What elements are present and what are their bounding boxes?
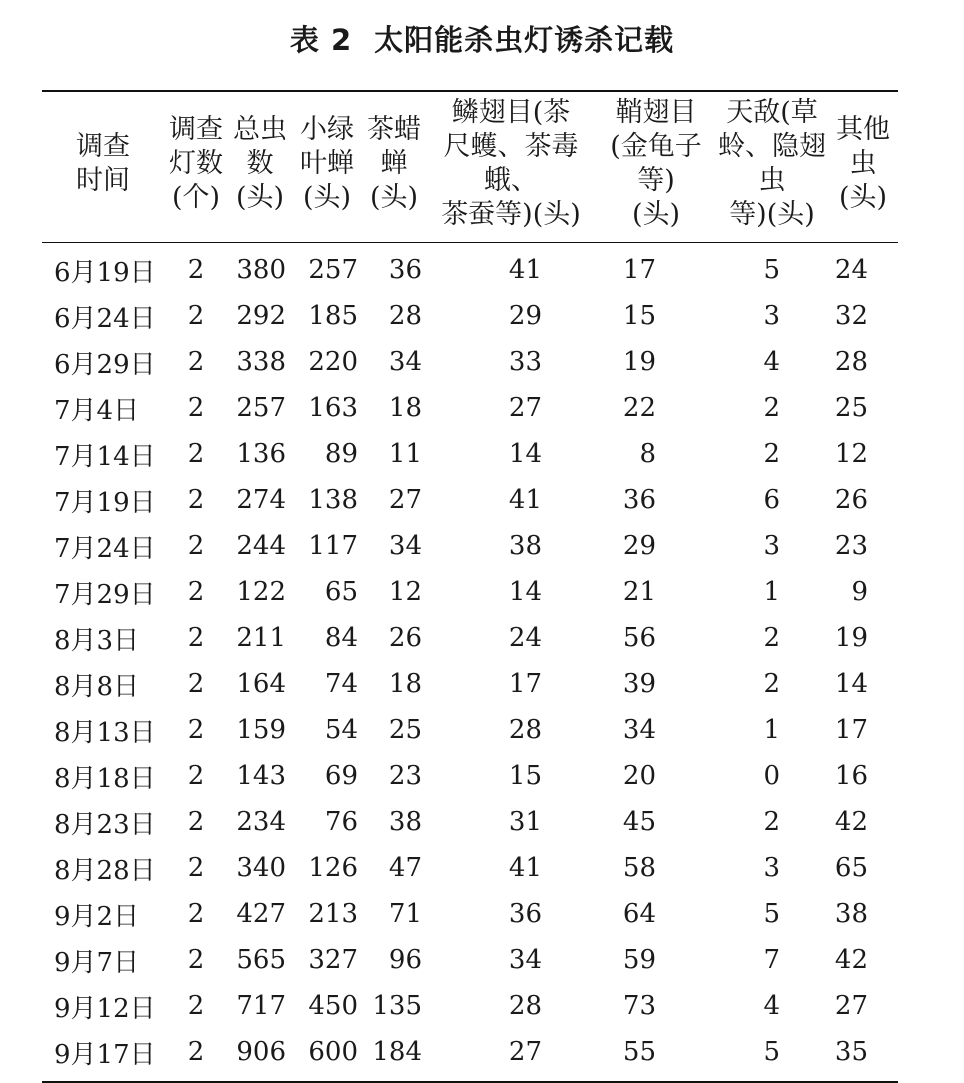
cell-coleoptera: 22 xyxy=(622,393,656,423)
cell-lamp-count: 2 xyxy=(187,439,205,469)
cell-leafhopper: 185 xyxy=(308,301,358,331)
cell-total-insects: 427 xyxy=(236,899,286,929)
cell-leafhopper: 76 xyxy=(324,807,358,837)
cell-leafhopper: 257 xyxy=(308,255,358,285)
cell-coleoptera: 73 xyxy=(622,991,656,1021)
table-row xyxy=(42,891,898,937)
cell-tea-wax-cicada: 135 xyxy=(372,991,422,1021)
cell-coleoptera: 39 xyxy=(622,669,656,699)
cell-lepidoptera: 38 xyxy=(508,531,542,561)
cell-coleoptera: 21 xyxy=(622,577,656,607)
cell-natural-enemies: 1 xyxy=(763,715,780,745)
cell-tea-wax-cicada: 96 xyxy=(388,945,422,975)
table-row xyxy=(42,845,898,891)
cell-tea-wax-cicada: 28 xyxy=(388,301,422,331)
table-row xyxy=(42,243,898,294)
cell-coleoptera: 8 xyxy=(639,439,656,469)
cell-survey-time: 9月7日 xyxy=(54,947,140,978)
cell-survey-time: 9月17日 xyxy=(42,1029,164,1082)
cell-lepidoptera: 33 xyxy=(508,347,542,377)
cell-other-insects: 35 xyxy=(828,1029,898,1082)
cell-natural-enemies: 2 xyxy=(763,393,780,423)
cell-other-insects: 26 xyxy=(834,485,868,515)
table-number: 表 2 xyxy=(289,23,353,57)
cell-leafhopper: 600 xyxy=(292,1029,362,1082)
cell-leafhopper: 213 xyxy=(308,899,358,929)
cell-lamp-count: 2 xyxy=(187,945,205,975)
cell-coleoptera: 64 xyxy=(622,899,656,929)
cell-other-insects: 24 xyxy=(834,255,868,285)
cell-survey-time: 7月19日 xyxy=(54,487,156,518)
cell-total-insects: 122 xyxy=(236,577,286,607)
cell-leafhopper: 74 xyxy=(324,669,358,699)
cell-total-insects: 565 xyxy=(236,945,286,975)
column-header-tea-wax-cicada: 茶蜡 蝉 (头) xyxy=(362,91,426,243)
cell-survey-time: 8月23日 xyxy=(54,809,156,840)
column-header-natural-enemies: 天敌(草 蛉、隐翅虫 等)(头) xyxy=(716,91,828,243)
cell-tea-wax-cicada: 36 xyxy=(388,255,422,285)
cell-survey-time: 9月12日 xyxy=(54,993,156,1024)
cell-tea-wax-cicada: 11 xyxy=(388,439,422,469)
table-row xyxy=(42,431,898,477)
cell-survey-time: 8月18日 xyxy=(54,763,156,794)
cell-coleoptera: 19 xyxy=(622,347,656,377)
cell-total-insects: 292 xyxy=(236,301,286,331)
cell-natural-enemies: 2 xyxy=(763,807,780,837)
cell-leafhopper: 126 xyxy=(308,853,358,883)
cell-lamp-count: 2 xyxy=(164,1029,228,1082)
cell-lamp-count: 2 xyxy=(187,301,205,331)
cell-survey-time: 8月8日 xyxy=(54,671,140,702)
cell-lamp-count: 2 xyxy=(187,623,205,653)
cell-lamp-count: 2 xyxy=(187,577,205,607)
cell-other-insects: 42 xyxy=(834,807,868,837)
table-row xyxy=(42,293,898,339)
column-header-other-insects: 其他 虫 (头) xyxy=(828,91,898,243)
cell-lepidoptera: 36 xyxy=(508,899,542,929)
cell-survey-time: 8月3日 xyxy=(54,625,140,656)
cell-leafhopper: 220 xyxy=(308,347,358,377)
cell-natural-enemies: 5 xyxy=(763,255,780,285)
cell-natural-enemies: 2 xyxy=(763,669,780,699)
cell-total-insects: 211 xyxy=(236,623,286,653)
cell-lamp-count: 2 xyxy=(187,347,205,377)
cell-lepidoptera: 28 xyxy=(508,991,542,1021)
cell-natural-enemies: 6 xyxy=(763,485,780,515)
table-title: 太阳能杀虫灯诱杀记载 xyxy=(374,23,675,57)
cell-other-insects: 14 xyxy=(834,669,868,699)
cell-leafhopper: 69 xyxy=(324,761,358,791)
column-header-lamp-count: 调查 灯数 (个) xyxy=(164,91,228,243)
cell-other-insects: 17 xyxy=(834,715,868,745)
cell-other-insects: 38 xyxy=(834,899,868,929)
cell-other-insects: 9 xyxy=(851,577,868,607)
cell-survey-time: 7月4日 xyxy=(54,395,140,426)
cell-natural-enemies: 4 xyxy=(763,991,780,1021)
cell-leafhopper: 117 xyxy=(308,531,358,561)
table-row xyxy=(42,799,898,845)
cell-coleoptera: 20 xyxy=(622,761,656,791)
cell-natural-enemies: 1 xyxy=(763,577,780,607)
cell-coleoptera: 45 xyxy=(622,807,656,837)
cell-lamp-count: 2 xyxy=(187,853,205,883)
cell-tea-wax-cicada: 38 xyxy=(388,807,422,837)
cell-tea-wax-cicada: 34 xyxy=(388,347,422,377)
cell-lamp-count: 2 xyxy=(187,761,205,791)
cell-lepidoptera: 34 xyxy=(508,945,542,975)
cell-natural-enemies: 3 xyxy=(763,531,780,561)
cell-total-insects: 906 xyxy=(228,1029,292,1082)
table-row xyxy=(42,661,898,707)
cell-survey-time: 8月13日 xyxy=(54,717,156,748)
cell-total-insects: 143 xyxy=(236,761,286,791)
cell-lepidoptera: 27 xyxy=(426,1029,596,1082)
cell-lamp-count: 2 xyxy=(187,807,205,837)
table-body xyxy=(42,243,898,1083)
table-row xyxy=(42,385,898,431)
table-row xyxy=(42,615,898,661)
cell-other-insects: 16 xyxy=(834,761,868,791)
cell-coleoptera: 55 xyxy=(596,1029,716,1082)
table-row xyxy=(42,983,898,1029)
cell-total-insects: 274 xyxy=(236,485,286,515)
cell-survey-time: 6月24日 xyxy=(54,303,156,334)
table-row xyxy=(42,937,898,983)
cell-leafhopper: 450 xyxy=(308,991,358,1021)
cell-total-insects: 380 xyxy=(236,255,286,285)
cell-lamp-count: 2 xyxy=(187,715,205,745)
cell-leafhopper: 89 xyxy=(324,439,358,469)
cell-coleoptera: 59 xyxy=(622,945,656,975)
cell-tea-wax-cicada: 47 xyxy=(388,853,422,883)
cell-lamp-count: 2 xyxy=(187,255,205,285)
cell-tea-wax-cicada: 12 xyxy=(388,577,422,607)
cell-natural-enemies: 5 xyxy=(763,899,780,929)
table-row xyxy=(42,1029,898,1082)
cell-tea-wax-cicada: 18 xyxy=(388,393,422,423)
cell-coleoptera: 34 xyxy=(622,715,656,745)
column-header-leafhopper: 小绿 叶蝉 (头) xyxy=(292,91,362,243)
cell-total-insects: 159 xyxy=(236,715,286,745)
cell-other-insects: 42 xyxy=(834,945,868,975)
cell-natural-enemies: 3 xyxy=(763,301,780,331)
cell-other-insects: 27 xyxy=(834,991,868,1021)
cell-lamp-count: 2 xyxy=(187,393,205,423)
cell-lepidoptera: 41 xyxy=(508,485,542,515)
cell-lepidoptera: 24 xyxy=(508,623,542,653)
cell-tea-wax-cicada: 18 xyxy=(388,669,422,699)
table-caption xyxy=(0,18,964,59)
header-row xyxy=(42,91,898,243)
cell-survey-time: 8月28日 xyxy=(54,855,156,886)
cell-total-insects: 717 xyxy=(236,991,286,1021)
cell-total-insects: 340 xyxy=(236,853,286,883)
table-row xyxy=(42,569,898,615)
cell-lepidoptera: 41 xyxy=(508,255,542,285)
cell-lepidoptera: 29 xyxy=(508,301,542,331)
cell-survey-time: 7月24日 xyxy=(54,533,156,564)
cell-coleoptera: 58 xyxy=(622,853,656,883)
cell-lepidoptera: 15 xyxy=(508,761,542,791)
cell-leafhopper: 84 xyxy=(324,623,358,653)
column-header-total-insects: 总虫 数 (头) xyxy=(228,91,292,243)
cell-lepidoptera: 28 xyxy=(508,715,542,745)
cell-natural-enemies: 4 xyxy=(763,347,780,377)
cell-other-insects: 12 xyxy=(834,439,868,469)
cell-tea-wax-cicada: 26 xyxy=(388,623,422,653)
cell-natural-enemies: 0 xyxy=(763,761,780,791)
cell-total-insects: 338 xyxy=(236,347,286,377)
cell-natural-enemies: 5 xyxy=(716,1029,828,1082)
cell-other-insects: 23 xyxy=(834,531,868,561)
cell-natural-enemies: 2 xyxy=(763,623,780,653)
cell-lamp-count: 2 xyxy=(187,991,205,1021)
cell-total-insects: 136 xyxy=(236,439,286,469)
cell-leafhopper: 65 xyxy=(324,577,358,607)
cell-other-insects: 65 xyxy=(834,853,868,883)
cell-lepidoptera: 14 xyxy=(508,577,542,607)
table-row xyxy=(42,707,898,753)
cell-lepidoptera: 17 xyxy=(508,669,542,699)
cell-survey-time: 9月2日 xyxy=(54,901,140,932)
cell-lepidoptera: 14 xyxy=(508,439,542,469)
cell-lepidoptera: 27 xyxy=(508,393,542,423)
cell-other-insects: 32 xyxy=(834,301,868,331)
cell-tea-wax-cicada: 34 xyxy=(388,531,422,561)
cell-tea-wax-cicada: 25 xyxy=(388,715,422,745)
cell-leafhopper: 54 xyxy=(324,715,358,745)
cell-survey-time: 7月14日 xyxy=(54,441,156,472)
cell-survey-time: 6月19日 xyxy=(54,257,156,288)
cell-leafhopper: 138 xyxy=(308,485,358,515)
column-header-survey-time: 调查 时间 xyxy=(42,91,164,243)
cell-total-insects: 257 xyxy=(236,393,286,423)
table-row xyxy=(42,753,898,799)
cell-lepidoptera: 31 xyxy=(508,807,542,837)
cell-tea-wax-cicada: 27 xyxy=(388,485,422,515)
column-header-lepidoptera: 鳞翅目(茶 尺蠖、茶毒蛾、 茶蚕等)(头) xyxy=(426,91,596,243)
cell-other-insects: 25 xyxy=(834,393,868,423)
trap-record-table xyxy=(42,90,898,1083)
cell-coleoptera: 36 xyxy=(622,485,656,515)
cell-coleoptera: 17 xyxy=(622,255,656,285)
table-row xyxy=(42,339,898,385)
cell-survey-time: 6月29日 xyxy=(54,349,156,380)
cell-natural-enemies: 7 xyxy=(763,945,780,975)
cell-lamp-count: 2 xyxy=(187,899,205,929)
cell-lamp-count: 2 xyxy=(187,531,205,561)
cell-coleoptera: 29 xyxy=(622,531,656,561)
cell-lepidoptera: 41 xyxy=(508,853,542,883)
cell-lamp-count: 2 xyxy=(187,669,205,699)
table-row xyxy=(42,523,898,569)
table-row xyxy=(42,477,898,523)
cell-survey-time: 7月29日 xyxy=(54,579,156,610)
cell-leafhopper: 327 xyxy=(308,945,358,975)
cell-natural-enemies: 2 xyxy=(763,439,780,469)
cell-tea-wax-cicada: 184 xyxy=(362,1029,426,1082)
cell-total-insects: 234 xyxy=(236,807,286,837)
cell-tea-wax-cicada: 71 xyxy=(388,899,422,929)
cell-leafhopper: 163 xyxy=(308,393,358,423)
cell-total-insects: 164 xyxy=(236,669,286,699)
cell-lamp-count: 2 xyxy=(187,485,205,515)
cell-coleoptera: 56 xyxy=(622,623,656,653)
cell-other-insects: 19 xyxy=(834,623,868,653)
cell-total-insects: 244 xyxy=(236,531,286,561)
cell-tea-wax-cicada: 23 xyxy=(388,761,422,791)
cell-other-insects: 28 xyxy=(834,347,868,377)
column-header-coleoptera: 鞘翅目 (金龟子等) (头) xyxy=(596,91,716,243)
cell-coleoptera: 15 xyxy=(622,301,656,331)
cell-natural-enemies: 3 xyxy=(763,853,780,883)
